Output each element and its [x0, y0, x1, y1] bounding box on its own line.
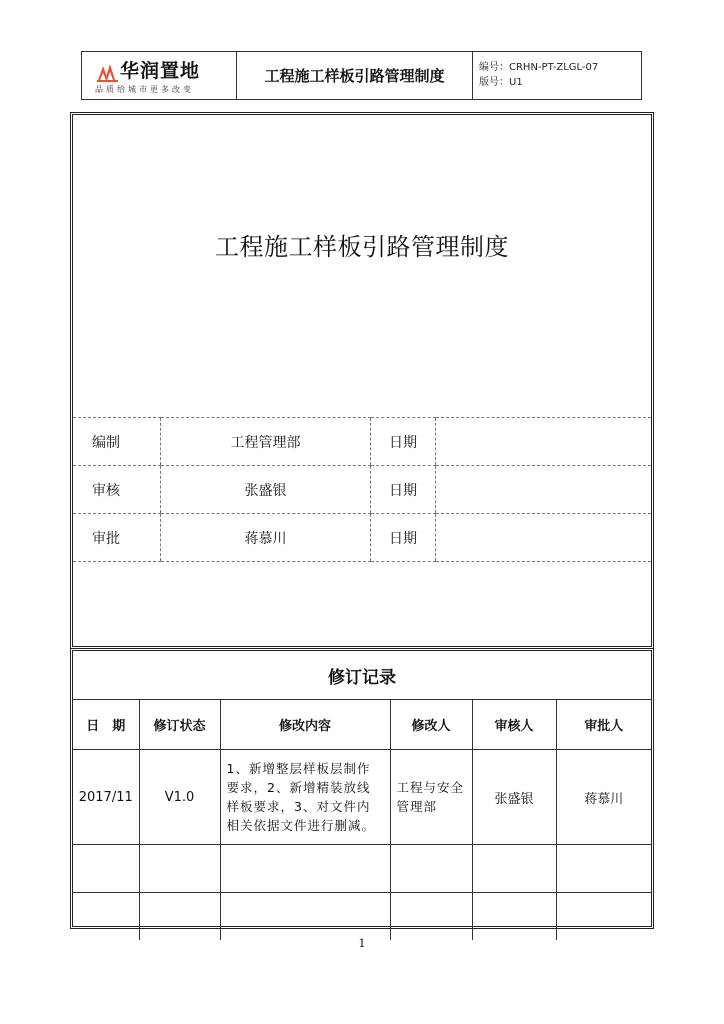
col-header-modifier: 修改人	[390, 700, 472, 750]
signoff-table	[73, 417, 651, 562]
header-title: 工程施工样板引路管理制度	[237, 52, 473, 99]
cell-approver: 蒋慕川	[556, 750, 651, 845]
signoff-value: 蒋慕川	[161, 514, 371, 562]
cell-modifier: 工程与安全管理部	[390, 750, 472, 845]
signoff-value: 工程管理部	[161, 418, 371, 466]
col-header-content: 修改内容	[220, 700, 390, 750]
signoff-date-label: 日期	[371, 466, 436, 514]
col-header-status: 修订状态	[139, 700, 220, 750]
signoff-label: 审核	[73, 466, 161, 514]
col-header-reviewer: 审核人	[472, 700, 556, 750]
revision-table	[73, 651, 651, 940]
logo-company-name: 华润置地	[120, 60, 201, 82]
page-number: 1	[358, 937, 366, 950]
cell-date: 2017/11	[73, 750, 139, 845]
logo-slogan: 品质给城市更多改变	[95, 85, 194, 94]
header-meta	[473, 52, 641, 99]
signoff-row	[73, 466, 651, 514]
signoff-date-value	[436, 466, 652, 514]
company-logo	[82, 52, 237, 99]
cover-section	[70, 112, 654, 649]
col-header-date: 日 期	[73, 700, 139, 750]
cell-content: 1、新增整层样板层制作要求，2、新增精装放线样板要求，3、对文件内相关依据文件进行删减。	[220, 750, 390, 845]
signoff-label: 编制	[73, 418, 161, 466]
cell-status: V1.0	[139, 750, 220, 845]
signoff-date-label: 日期	[371, 514, 436, 562]
signoff-value: 张盛银	[161, 466, 371, 514]
col-header-approver: 审批人	[556, 700, 651, 750]
revision-header-row	[73, 700, 651, 750]
signoff-date-label: 日期	[371, 418, 436, 466]
signoff-date-value	[436, 514, 652, 562]
table-row-empty	[73, 845, 651, 893]
document-header	[81, 51, 642, 100]
document-version: 版号：U1	[479, 77, 523, 88]
signoff-row	[73, 514, 651, 562]
signoff-date-value	[436, 418, 652, 466]
revision-title: 修订记录	[73, 651, 651, 700]
table-row	[73, 750, 651, 845]
revision-section	[70, 648, 654, 929]
signoff-row	[73, 418, 651, 466]
cell-reviewer: 张盛银	[472, 750, 556, 845]
cover-title: 工程施工样板引路管理制度	[215, 233, 509, 261]
table-row-empty	[73, 893, 651, 941]
logo-mark-icon	[96, 60, 120, 82]
signoff-label: 审批	[73, 514, 161, 562]
document-code: 编号：CRHN-PT-ZLGL-07	[479, 62, 599, 73]
